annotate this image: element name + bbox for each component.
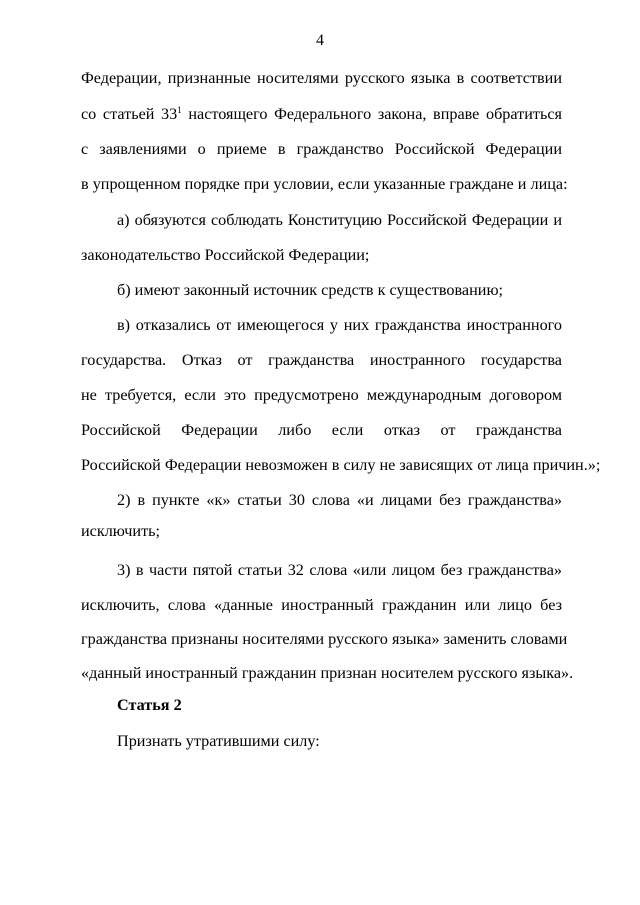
text-fragment: настоящего Федерального закона, вправе обратиться: [181, 105, 562, 123]
superscript: 1: [177, 105, 182, 115]
text-line: исключить, слова «данные иностранный гражданин или лицо без: [81, 596, 562, 614]
text-line: б) имеют законный источник средств к существованию;: [117, 281, 504, 299]
text-line: Федерации, признанные носителями русского языка в соответствии: [81, 69, 562, 87]
text-line: в упрощенном порядке при условии, если указанные граждане и лица:: [81, 175, 568, 193]
article-heading: Статья 2: [117, 696, 182, 714]
text-line: 3) в части пятой статьи 32 слова «или лицом без гражданства»: [117, 561, 562, 579]
text-line: государства. Отказ от гражданства иностранного государства: [81, 351, 562, 369]
text-line: «данный иностранный гражданин признан носителем русского языка».: [81, 664, 574, 682]
text-line: Российской Федерации невозможен в силу не зависящих от лица причин.»;: [81, 456, 601, 474]
text-line: 2) в пункте «к» статьи 30 слова «и лицами без гражданства»: [117, 491, 562, 509]
text-line: [81, 104, 562, 124]
page-number: 4: [316, 32, 324, 49]
text-line: Российской Федерации либо если отказ от гражданства: [81, 421, 562, 439]
text-line: с заявлениями о приеме в гражданство Российской Федерации: [81, 140, 562, 158]
text-line: не требуется, если это предусмотрено международным договором: [81, 386, 562, 404]
text-line: исключить;: [81, 522, 161, 540]
text-fragment: со статьей 33: [81, 105, 178, 123]
text-line: гражданства признаны носителями русского языка» заменить словами: [81, 630, 568, 648]
text-line: Признать утратившими силу:: [117, 732, 320, 750]
text-line: законодательство Российской Федерации;: [81, 246, 370, 264]
text-line: в) отказались от имеющегося у них гражданства иностранного: [117, 316, 562, 334]
text-line: а) обязуются соблюдать Конституцию Российской Федерации и: [117, 211, 562, 229]
